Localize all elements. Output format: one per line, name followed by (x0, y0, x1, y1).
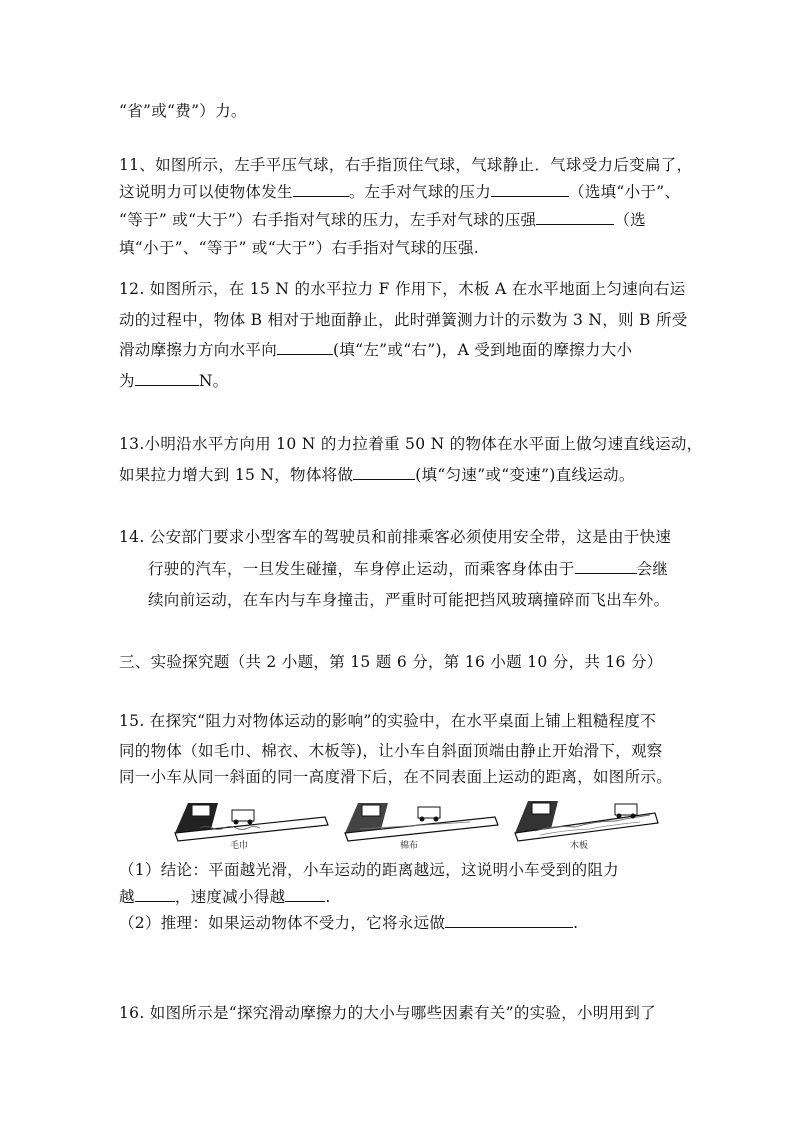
q15-line-3: 同一小车从同一斜面的同一高度滑下后，在不同表面上运动的距离，如图所示。 (119, 768, 673, 786)
answer-blank[interactable] (293, 182, 349, 197)
q10-tail: “省”或“费”）力。 (119, 102, 247, 120)
q15-conclusion-1: （1）结论：平面越光滑，小车运动的距离越远，这说明小车受到的阻力 (119, 861, 619, 879)
q11-text: 这说明力可以使物体发生 (119, 183, 293, 201)
q12-text: N。 (198, 372, 229, 390)
fig-label-cloth: 棉布 (400, 841, 419, 851)
cart-shape (418, 807, 440, 818)
answer-blank[interactable] (135, 371, 199, 386)
q12-text: 为 (119, 372, 135, 390)
answer-blank[interactable] (285, 887, 325, 902)
q11-line-2 (119, 182, 680, 202)
q14-line-1: 14. 公安部门要求小型客车的驾驶员和前排乘客必须使用安全带，这是由于快速 (119, 528, 672, 546)
q14-text: 会继 (636, 560, 669, 578)
q12-line-2: 动的过程中，物体 B 相对于地面静止，此时弹簧测力计的示数为 3 N，则 B 所受 (119, 311, 688, 329)
fig-label-towel: 毛巾 (230, 841, 249, 851)
q13-line-2 (119, 465, 635, 485)
ramp-panel-wood (515, 801, 658, 851)
cart-shape (192, 805, 210, 816)
ramp-panel-towel (175, 803, 328, 851)
answer-blank[interactable] (491, 182, 569, 197)
q11-line-1: 11、如图所示，左手平压气球，右手指顶住气球，气球静止．气球受力后变扁了， (119, 156, 693, 174)
q15-text: . (325, 888, 331, 906)
q12-text: (填“左”或“右”)，A 受到地面的摩擦力大小 (333, 341, 633, 359)
q12-text: 滑动摩擦力方向水平向 (119, 341, 278, 359)
ramp-panel-cloth (345, 803, 498, 851)
section-heading: 三、实验探究题（共 2 小题，第 15 题 6 分，第 16 小题 10 分，共 16 分） (119, 653, 663, 671)
q12-line-4 (119, 371, 228, 391)
q15-text: . (573, 914, 579, 932)
q11-line-3 (119, 210, 646, 230)
q14-line-2 (148, 559, 668, 579)
answer-blank[interactable] (575, 559, 637, 574)
q15-line-2: 同的物体（如毛巾、棉衣、木板等)，让小车自斜面顶端由静止开始滑下，观察 (119, 742, 663, 760)
q15-text: ，速度减小得越 (174, 888, 286, 906)
q13-line-1: 13.小明沿水平方向用 10 N 的力拉着重 50 N 的物体在水平面上做匀速直线运动， (119, 435, 703, 453)
cart-shape (362, 805, 380, 816)
cart-ramp-figure (170, 795, 660, 855)
q13-text: (填“匀速”或“变速”)直线运动。 (415, 466, 635, 484)
cart-shape (615, 804, 637, 815)
answer-blank[interactable] (135, 887, 175, 902)
answer-blank[interactable] (277, 340, 333, 355)
q14-text: 行驶的汽车，一旦发生碰撞，车身停止运动，而乘客身体由于 (148, 560, 575, 578)
q11-text: （选填“小于”、 (569, 183, 681, 201)
q13-text: 如果拉力增大到 15 N，物体将做 (119, 466, 354, 484)
q14-line-3: 续向前运动，在车内与车身撞击，严重时可能把挡风玻璃撞碎而飞出车外。 (148, 591, 670, 609)
q15-text: （2）推理：如果运动物体不受力，它将永远做 (119, 914, 446, 932)
fig-label-wood: 木板 (570, 841, 589, 851)
q11-line-4: 填“小于”、“等于” 或“大于”）右手指对气球的压强. (119, 239, 479, 257)
q15-text: 越 (119, 888, 135, 906)
q16-line-1: 16. 如图所示是“探究滑动摩擦力的大小与哪些因素有关”的实验，小明用到了 (119, 1004, 657, 1022)
q15-line-1: 15. 在探究“阻力对物体运动的影响”的实验中，在水平桌面上铺上粗糙程度不 (119, 712, 657, 730)
answer-blank[interactable] (353, 465, 415, 480)
q15-conclusion-2 (119, 887, 331, 907)
q11-text: “等于” 或“大于”）右手指对气球的压力，左手对气球的压强 (119, 211, 537, 229)
q12-line-3 (119, 340, 632, 360)
cart-shape (532, 803, 550, 814)
answer-blank[interactable] (445, 913, 573, 928)
answer-blank[interactable] (536, 210, 614, 225)
cart-shape (232, 810, 254, 821)
q11-text: （选 (614, 211, 646, 229)
q11-text: 。左手对气球的压力 (348, 183, 492, 201)
q12-line-1: 12. 如图所示，在 15 N 的水平拉力 F 作用下，木板 A 在水平地面上匀速向右运 (119, 280, 686, 298)
q15-reasoning (119, 913, 578, 933)
